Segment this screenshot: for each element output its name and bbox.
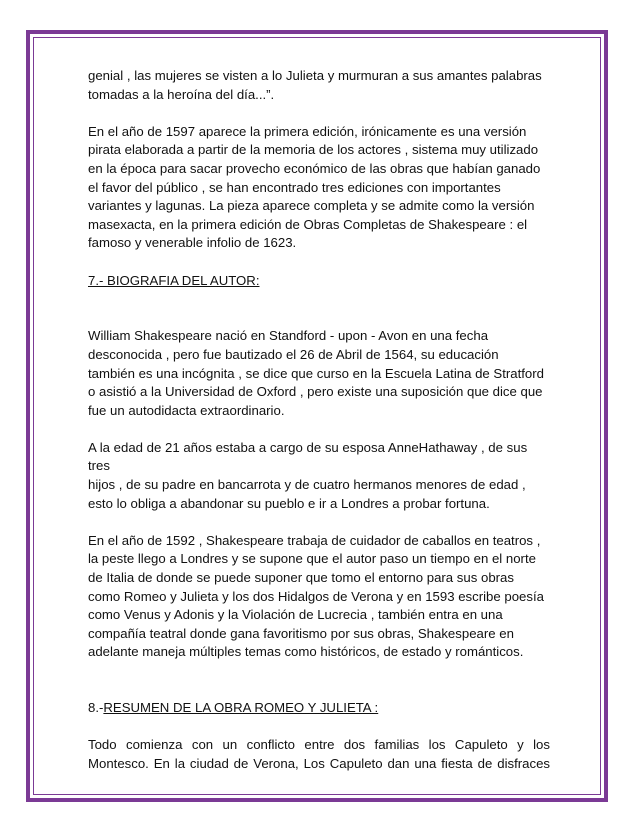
section-heading-biography <box>88 272 550 291</box>
text-line: William Shakespeare nació en Standford - upon - Avon en una fecha <box>88 328 489 344</box>
paragraph-age-21 <box>88 439 550 513</box>
paragraph-1592 <box>88 532 550 662</box>
text-line: tomadas a la heroína del día...”. <box>88 86 275 102</box>
text-line: desconocida , pero fue bautizado el 26 de Abril de 1564, su educación <box>88 346 499 362</box>
spacer <box>88 681 550 700</box>
heading-number: 8.- <box>88 700 104 716</box>
text-line: como Venus y Adonis y la Violación de Lucrecia , también entra en una <box>88 607 503 623</box>
heading-text: RESUMEN DE LA OBRA ROMEO Y JULIETA : <box>103 700 379 716</box>
text-line: En el año de 1597 aparece la primera edición, irónicamente es una versión <box>88 123 527 139</box>
spacer <box>88 309 550 328</box>
paragraph-birth <box>88 327 550 420</box>
text-line: masexacta, en la primera edición de Obras Completas de Shakespeare : el <box>88 216 528 232</box>
text-line: A la edad de 21 años estaba a cargo de su esposa AnneHathaway , de sus tres <box>88 439 528 474</box>
text-line: Todo comienza con un conflicto entre dos familias los Capuleto y los <box>88 737 550 753</box>
text-line: Montesco. En la ciudad de Verona, Los Capuleto dan una fiesta de disfraces <box>88 755 550 771</box>
text-line: compañía teatral donde gana favoritismo por sus obras, Shakespeare en <box>88 625 514 641</box>
text-line: variantes y lagunas. La pieza aparece completa y se admite como la versión <box>88 198 535 214</box>
text-line: adelante maneja múltiples temas como históricos, de estado y románticos. <box>88 644 524 660</box>
paragraph-intro-end <box>88 67 550 104</box>
heading-text: 7.- BIOGRAFIA DEL AUTOR: <box>88 272 260 288</box>
text-line: como Romeo y Julieta y los dos Hidalgos de Verona y en 1593 escribe poesía <box>88 588 544 604</box>
text-line: la peste llego a Londres y se supone que el autor paso un tiempo en el norte <box>88 551 536 567</box>
text-line: pirata elaborada a partir de la memoria de los actores , sistema muy utilizado <box>88 142 539 158</box>
text-line: de Italia de donde se puede suponer que tomo el entorno para sus obras <box>88 570 514 586</box>
text-line: en la época para sacar provecho económico de las obras que habían ganado <box>88 160 541 176</box>
paragraph-summary <box>88 736 550 773</box>
text-line: el favor del público , se han encontrado tres ediciones con importantes <box>88 179 501 195</box>
text-line: genial , las mujeres se visten a lo Julieta y murmuran a sus amantes palabras <box>88 68 542 83</box>
document-body <box>88 67 550 792</box>
text-line: hijos , de su padre en bancarrota y de cuatro hermanos menores de edad , <box>88 477 526 493</box>
text-line: o asistió a la Universidad de Oxford , pero existe una suposición que dice que <box>88 384 543 400</box>
text-line: también es una incógnita , se dice que curso en la Escuela Latina de Stratford <box>88 365 544 381</box>
paragraph-first-edition <box>88 123 550 253</box>
text-line: esto lo obliga a abandonar su pueblo e ir a Londres a probar fortuna. <box>88 495 490 511</box>
text-line: En el año de 1592 , Shakespeare trabaja de cuidador de caballos en teatros , <box>88 532 541 548</box>
section-heading-summary <box>88 699 550 718</box>
text-line: famoso y venerable infolio de 1623. <box>88 235 297 251</box>
text-line: fue un autodidacta extraordinario. <box>88 402 285 418</box>
